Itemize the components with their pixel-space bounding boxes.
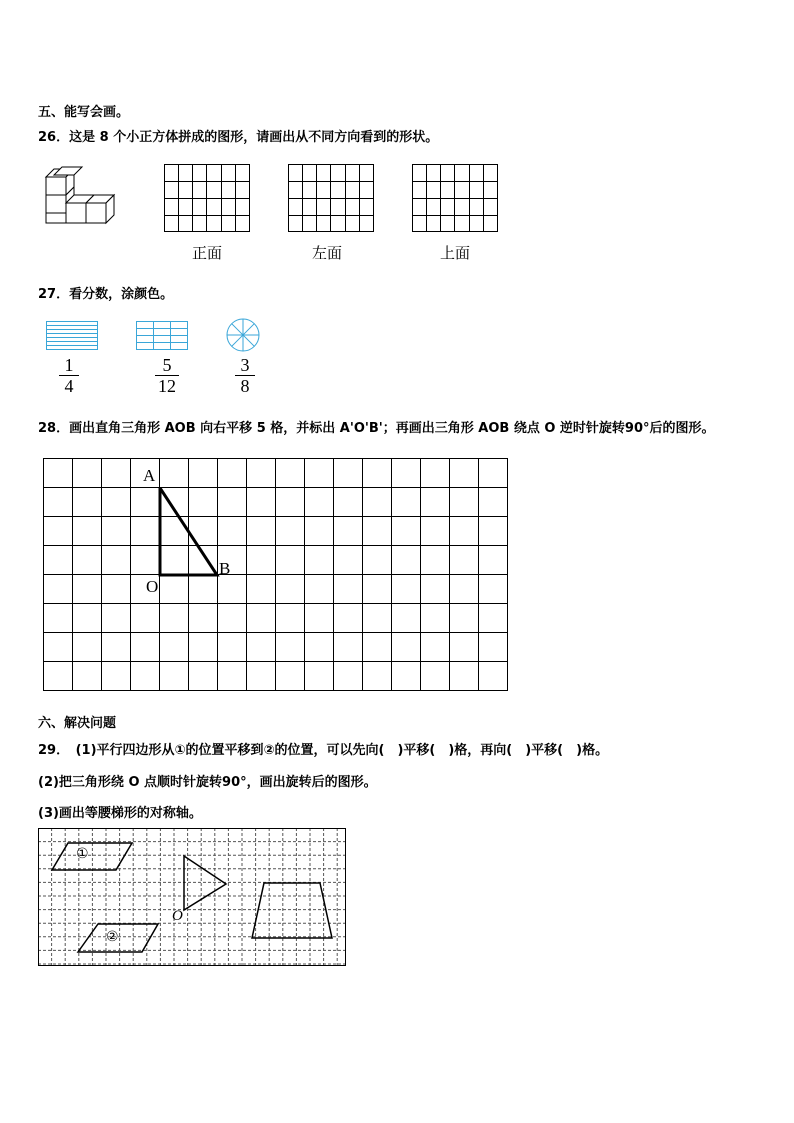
fraction-numerator: 1 — [64, 355, 74, 375]
marker-2: ② — [106, 929, 119, 945]
fraction-five-twelfths — [152, 356, 182, 395]
marker-1: ① — [76, 846, 89, 862]
isosceles-trapezoid — [252, 883, 332, 938]
point-o-label: O — [146, 577, 159, 596]
cube-figure — [40, 165, 130, 235]
front-view-label: 正面 — [192, 244, 223, 262]
question-28-text: 28．画出直角三角形 AOB 向右平移 5 格，并标出 A'O'B'；再画出三角形 AOB 绕点 O 逆时针旋转90°后的图形。 — [38, 421, 715, 436]
twelfths-grid-shape — [136, 321, 188, 351]
section-5-title: 五、能写会画。 — [38, 105, 130, 120]
question-26-text: 26．这是 8 个小正方体拼成的图形，请画出从不同方向看到的形状。 — [38, 130, 439, 145]
point-a-label: A — [143, 466, 156, 485]
top-view-grid — [412, 164, 498, 232]
question-27-text: 27．看分数，涂颜色。 — [38, 287, 174, 302]
top-view-label: 上面 — [440, 244, 471, 262]
question-29-line-1: 29． (1)平行四边形从①的位置平移到②的位置，可以先向( )平移( )格，再向( )平移( )格。 — [38, 743, 609, 758]
question-29-line-2: (2)把三角形绕 O 点顺时针旋转90°，画出旋转后的图形。 — [38, 775, 377, 790]
fraction-one-quarter — [56, 356, 82, 395]
fraction-numerator: 3 — [240, 355, 250, 375]
eighths-circle-shape — [226, 318, 260, 352]
fraction-three-eighths — [232, 356, 258, 395]
front-view-grid — [164, 164, 250, 232]
left-view-label: 左面 — [312, 244, 343, 262]
question-29-line-3: (3)画出等腰梯形的对称轴。 — [38, 806, 202, 821]
fraction-denominator: 4 — [64, 376, 74, 396]
translation-grid — [43, 458, 509, 692]
quarter-bars-shape — [46, 321, 98, 351]
fraction-denominator: 12 — [158, 376, 176, 396]
section-6-title: 六、解决问题 — [38, 716, 117, 731]
fraction-numerator: 5 — [162, 355, 172, 375]
point-b-label: B — [219, 559, 231, 578]
fraction-denominator: 8 — [240, 376, 250, 396]
triangle-o — [184, 856, 226, 910]
left-view-grid — [288, 164, 374, 232]
point-o-label-q29: O — [172, 908, 183, 924]
